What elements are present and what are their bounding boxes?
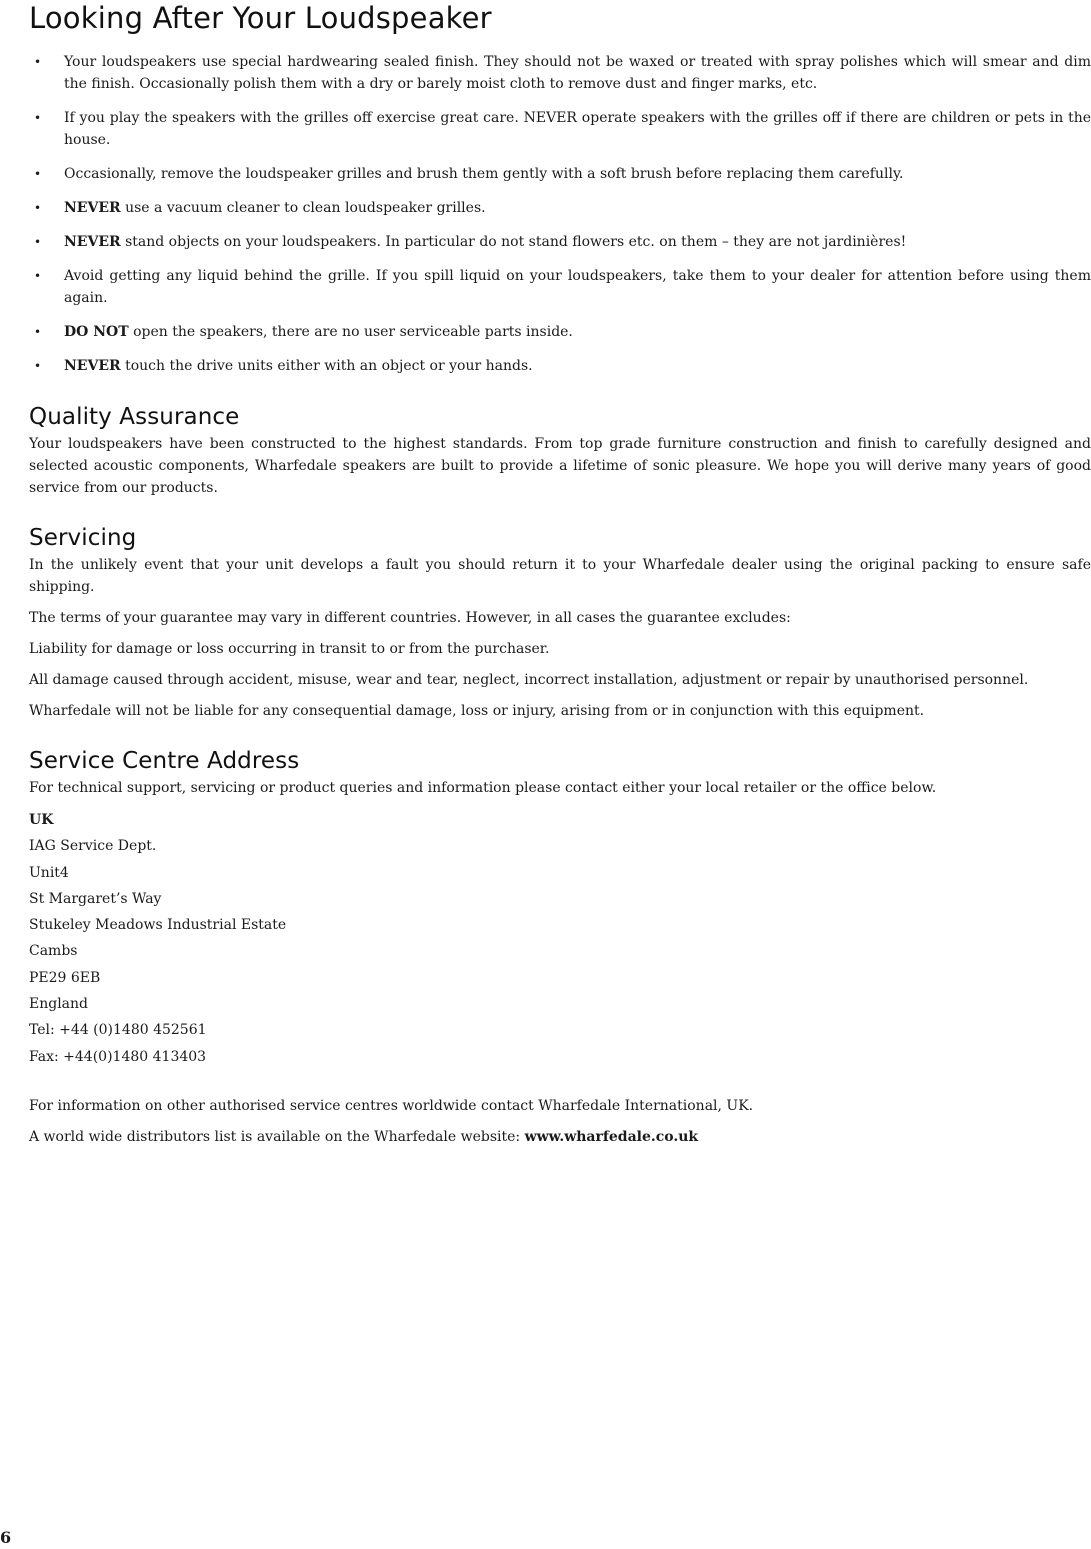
care-item-text: open the speakers, there are no user serviceable parts inside.	[128, 324, 573, 340]
bullet-icon: •	[34, 359, 42, 373]
address-line: Unit4	[29, 864, 69, 881]
care-item	[29, 321, 1091, 343]
bullet-icon: •	[34, 235, 42, 249]
care-item-text: use a vacuum cleaner to clean loudspeaker grilles.	[120, 200, 486, 216]
page-number: 6	[0, 1528, 12, 1547]
servicing-section	[29, 524, 1091, 722]
care-item-text: Occasionally, remove the loudspeaker grilles and brush them gently with a soft brush before replacing them carefully.	[64, 166, 904, 182]
care-item	[29, 231, 1091, 253]
address-block	[29, 807, 1091, 1070]
bullet-icon: •	[34, 269, 42, 283]
bullet-icon: •	[34, 167, 42, 181]
servicing-paragraph: In the unlikely event that your unit develops a fault you should return it to your Wharfedale dealer using the original packing to ensure safe shipping.	[29, 557, 1091, 595]
care-item-text: Avoid getting any liquid behind the grille. If you spill liquid on your loudspeakers, take them to your dealer for attention before using them again.	[64, 268, 1091, 306]
address-line: PE29 6EB	[29, 969, 101, 986]
address-line: Cambs	[29, 943, 78, 960]
address-line: Fax: +44(0)1480 413403	[29, 1048, 207, 1065]
bullet-icon: •	[34, 325, 42, 339]
service-centre-section	[29, 747, 1091, 1148]
care-item-text: touch the drive units either with an object or your hands.	[120, 358, 533, 374]
care-item	[29, 163, 1091, 185]
care-item-emphasis: NEVER	[64, 358, 121, 374]
bullet-icon: •	[34, 55, 42, 69]
bullet-icon: •	[34, 111, 42, 125]
servicing-heading: Servicing	[29, 525, 137, 551]
distributors-label: A world wide distributors list is available on the Wharfedale website:	[29, 1128, 525, 1145]
servicing-paragraph: Wharfedale will not be liable for any consequential damage, loss or injury, arising from or in conjunction with this equipment.	[29, 703, 925, 719]
address-lines	[29, 833, 1091, 1070]
service-centre-intro: For technical support, servicing or product queries and information please contact either your local retailer or the office below.	[29, 780, 937, 796]
worldwide-text: For information on other authorised service centres worldwide contact Wharfedale International, UK.	[29, 1097, 754, 1114]
care-item	[29, 107, 1091, 151]
servicing-paragraphs	[29, 554, 1091, 722]
care-item-emphasis: NEVER	[64, 234, 121, 250]
servicing-paragraph: All damage caused through accident, misuse, wear and tear, neglect, incorrect installation, adjustment or repair by unauthorised personnel.	[29, 672, 1029, 688]
document-page	[29, 0, 1091, 1148]
care-item-emphasis: DO NOT	[64, 324, 129, 340]
servicing-paragraph: Liability for damage or loss occurring in transit to or from the purchaser.	[29, 641, 550, 657]
care-item-text: If you play the speakers with the grilles off exercise great care. NEVER operate speakers with the grilles off if there are children or pets in the house.	[64, 110, 1091, 148]
address-line: England	[29, 996, 89, 1013]
address-line: IAG Service Dept.	[29, 838, 157, 855]
quality-heading: Quality Assurance	[29, 404, 240, 430]
address-line: St Margaret’s Way	[29, 890, 162, 907]
address-region: UK	[29, 812, 54, 828]
quality-section	[29, 403, 1091, 499]
care-item	[29, 355, 1091, 377]
quality-text: Your loudspeakers have been constructed to the highest standards. From top grade furniture construction and finish to carefully designed and selected acoustic components, Wharfedale speakers are built to provide a lifetime of sonic pleasure. We hope you will derive many years of good service from our products.	[29, 436, 1091, 496]
care-list	[29, 51, 1091, 377]
service-centre-heading: Service Centre Address	[29, 748, 300, 774]
address-line: Stukeley Meadows Industrial Estate	[29, 917, 287, 934]
website-link[interactable]: www.wharfedale.co.uk	[524, 1128, 699, 1145]
distributors-text	[29, 1126, 1091, 1148]
care-item	[29, 265, 1091, 309]
page-title: Looking After Your Loudspeaker	[29, 1, 492, 35]
care-item	[29, 197, 1091, 219]
care-item	[29, 51, 1091, 95]
care-item-emphasis: NEVER	[64, 200, 121, 216]
care-item-text: stand objects on your loudspeakers. In particular do not stand flowers etc. on them – they are not jardinières!	[120, 234, 907, 250]
address-line: Tel: +44 (0)1480 452561	[29, 1022, 207, 1039]
bullet-icon: •	[34, 201, 42, 215]
servicing-paragraph: The terms of your guarantee may vary in different countries. However, in all cases the guarantee excludes:	[29, 610, 791, 626]
care-item-text: Your loudspeakers use special hardwearing sealed finish. They should not be waxed or treated with spray polishes which will smear and dim the finish. Occasionally polish them with a dry or barely moist cloth to remove dust and finger marks, etc.	[64, 54, 1091, 92]
